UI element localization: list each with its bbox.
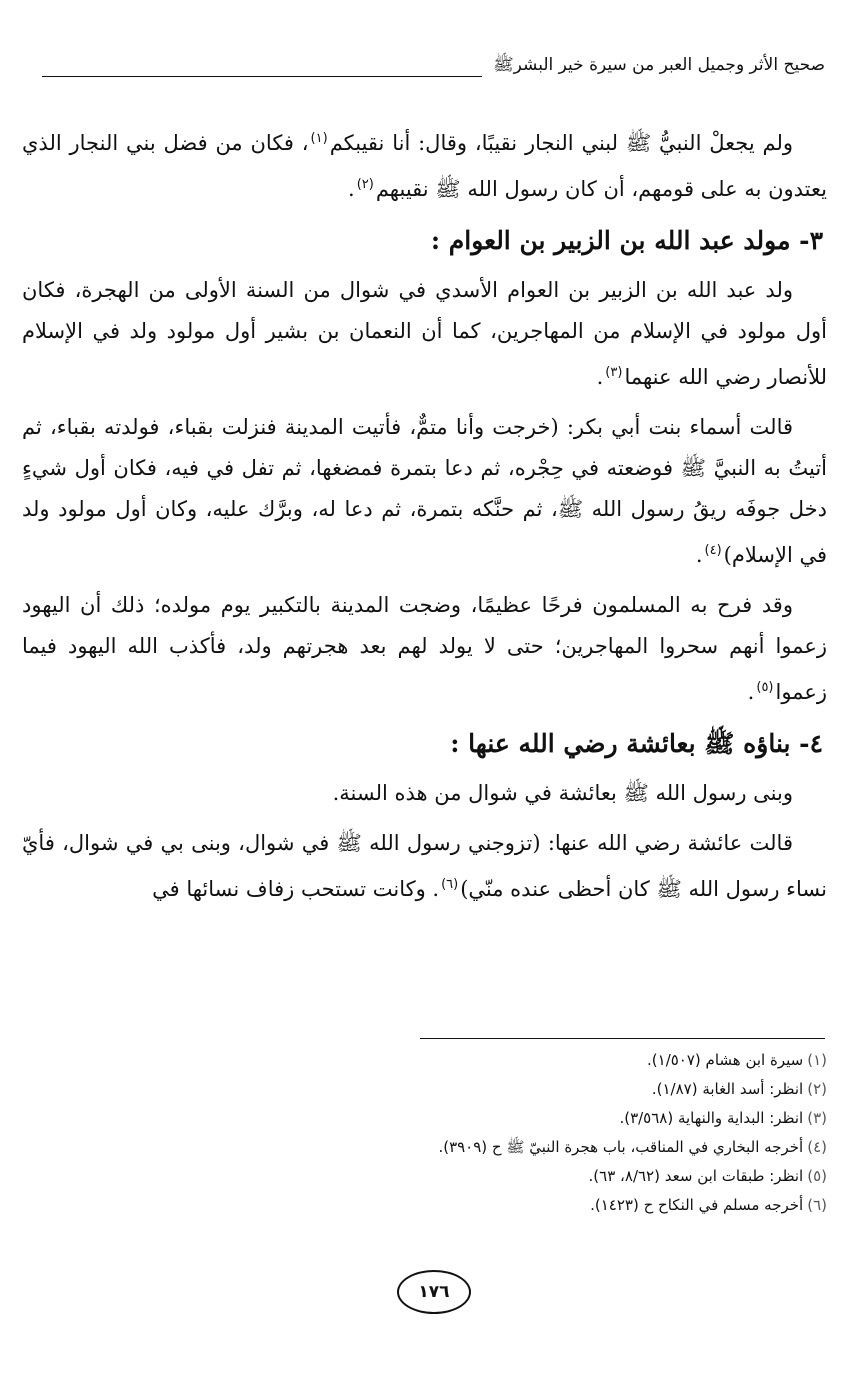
paragraph: قالت عائشة رضي الله عنها: (تزوجني رسول الله ﷺ في شوال، وبنى بي في شوال، فأيّ نساء رسول الله ﷺ كان أحظى عنده منّي)$^{(٦)}$. وكانت تستحب زفاف نسائها في (22, 831, 827, 901)
paragraph: وقد فرح به المسلمون فرحًا عظيمًا، وضجت المدينة بالتكبير يوم مولده؛ ذلك أن اليهود زعموا أنهم سحروا المهاجرين؛ حتى لا يولد لهم بعد هجرتهم ولد، فأكذب الله اليهود فيما زعموا$^{(٥)}$. (22, 593, 827, 704)
footnote-rule (420, 1038, 825, 1039)
page-number: ١٧٦ (397, 1270, 471, 1314)
paragraph: قالت أسماء بنت أبي بكر: (خرجت وأنا متمٌّ، فأتيت المدينة فنزلت بقباء، فولدته بقباء، ثم أتيتُ به النبيَّ ﷺ فوضعته في حِجْره، ثم دعا بتمرة فمضغها، ثم تفل في فيه، فكان أول شيءٍ دخل جوفَه ريقُ رسول الله ﷺ، ثم حنَّكه بتمرة، ثم دعا له، وبرَّك عليه، وكان أول مولود ولد في الإسلام)$^{(٤)}$. (22, 415, 827, 567)
footnote-ref[interactable]: (٥) (756, 680, 774, 695)
footnote (307, 1046, 827, 1075)
footnote-ref[interactable]: (٦) (441, 877, 459, 892)
footnote (307, 1104, 827, 1133)
body-text (22, 118, 827, 919)
section-heading: ٤- بناؤه ﷺ بعائشة رضي الله عنها : (450, 729, 823, 758)
footnote-ref[interactable]: (٤) (704, 543, 722, 558)
footnote (307, 1075, 827, 1104)
section-heading: ٣- مولد عبد الله بن الزبير بن العوام : (430, 226, 823, 255)
footnote-number: (٤) (807, 1138, 827, 1156)
footnote-number: (٣) (807, 1109, 827, 1127)
footnote-ref[interactable]: (٣) (605, 365, 623, 380)
footnote-text: انظر: البداية والنهاية (٣/٥٦٨). (619, 1109, 804, 1127)
footnote-text: سيرة ابن هشام (١/٥٠٧). (647, 1051, 804, 1069)
footnote-number: (٥) (807, 1167, 827, 1185)
footnote-text: أخرجه البخاري في المناقب، باب هجرة النبيّ ﷺ ح (٣٩٠٩). (438, 1138, 804, 1156)
footnote-text: أخرجه مسلم في النكاح ح (١٤٢٣). (590, 1196, 804, 1214)
footnote (307, 1191, 827, 1220)
footnote-number: (٦) (807, 1196, 827, 1214)
footnote-number: (١) (807, 1051, 827, 1069)
paragraph: وبنى رسول الله ﷺ بعائشة في شوال من هذه السنة. (332, 781, 793, 805)
footnote-text: انظر: طبقات ابن سعد (٨/٦٢، ٦٣). (588, 1167, 804, 1185)
footnote-text: انظر: أسد الغابة (١/٨٧). (651, 1080, 804, 1098)
footnotes (307, 1046, 827, 1220)
running-header: صحيح الأثر وجميل العبر من سيرة خير البشرﷺ (493, 55, 825, 75)
paragraph: ولم يجعلْ النبيُّ ﷺ لبني النجار نقيبًا، وقال: أنا نقيبكم$^{(١)}$، فكان من فضل بني النجار الذي يعتدون به على قومهم، أن كان رسول الله ﷺ نقيبهم$^{(٢)}$. (22, 131, 827, 201)
footnote-ref[interactable]: (٢) (356, 177, 374, 192)
footnote-ref[interactable]: (١) (310, 131, 328, 146)
footnote (307, 1133, 827, 1162)
footnote-number: (٢) (807, 1080, 827, 1098)
paragraph: ولد عبد الله بن الزبير بن العوام الأسدي في شوال من السنة الأولى من الهجرة، فكان أول مولود في الإسلام من المهاجرين، كما أن النعمان بن بشير أول مولود ولد في الإسلام للأنصار رضي الله عنهما$^{(٣)}$. (22, 278, 827, 389)
header-rule (42, 76, 482, 77)
footnote (307, 1162, 827, 1191)
